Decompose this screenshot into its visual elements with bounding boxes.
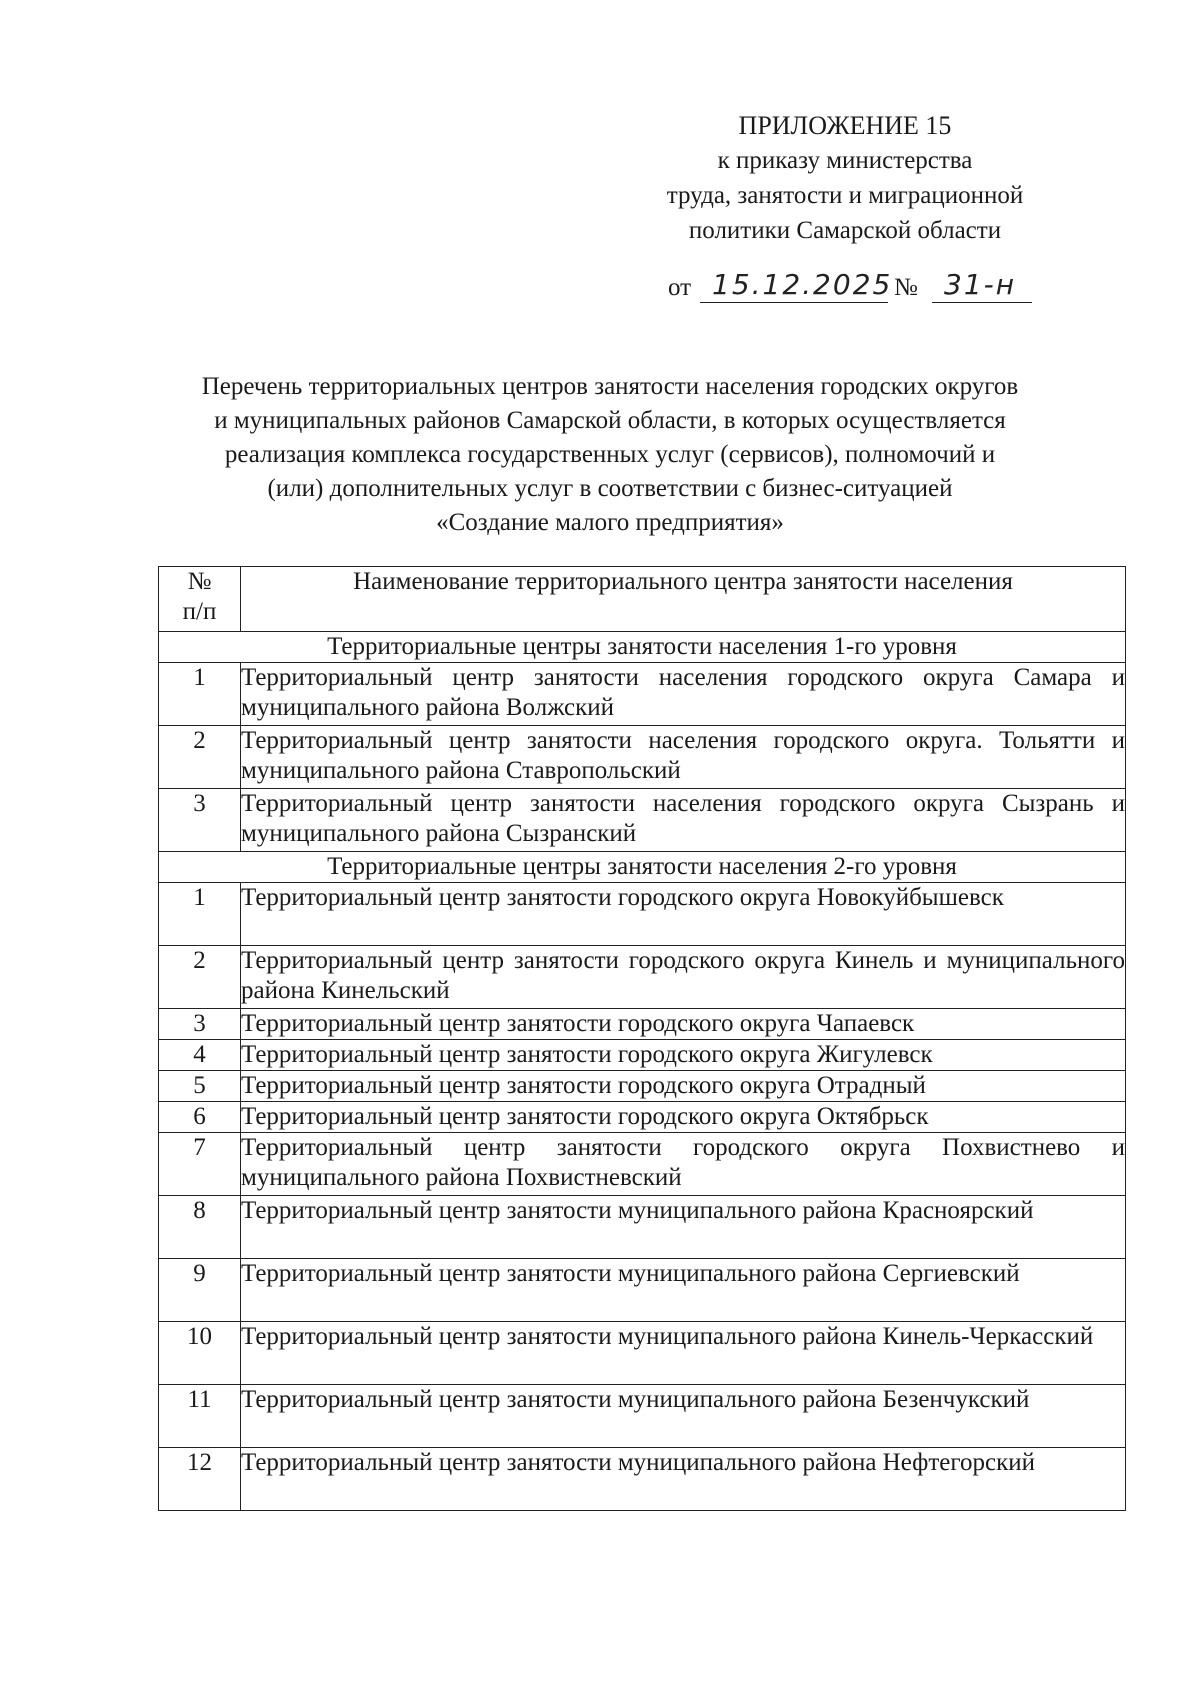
row-number: 11 xyxy=(159,1385,241,1448)
row-number: 4 xyxy=(159,1040,241,1071)
row-number: 5 xyxy=(159,1071,241,1102)
table-row xyxy=(159,789,1126,852)
appendix-block xyxy=(620,108,1070,248)
row-number: 2 xyxy=(159,946,241,1009)
order-number-label: № xyxy=(894,274,918,301)
row-name: Территориальный центр занятости муниципального района Безенчукский xyxy=(241,1385,1126,1448)
heading-line: и муниципальных районов Самарской области, в которых осуществляется xyxy=(214,407,1006,434)
row-name: Территориальный центр занятости муниципального района Красноярский xyxy=(241,1196,1126,1259)
appendix-title: ПРИЛОЖЕНИЕ 15 xyxy=(738,111,952,140)
table-row xyxy=(159,1102,1126,1133)
table-row xyxy=(159,1009,1126,1040)
row-number: 8 xyxy=(159,1196,241,1259)
row-name: Территориальный центр занятости муниципального района Сергиевский xyxy=(241,1259,1126,1322)
order-number: 31-н xyxy=(944,268,1017,301)
appendix-line: к приказу министерства xyxy=(717,147,973,174)
document-heading xyxy=(140,370,1080,540)
table-row xyxy=(159,1385,1126,1448)
employment-centers-table xyxy=(158,566,1126,1511)
row-number: 1 xyxy=(159,883,241,946)
section-row-level1 xyxy=(159,632,1126,663)
row-name: Территориальный центр занятости населения городского округа. Тольятти и муниципального района Ставропольский xyxy=(241,726,1126,789)
header-name-cell: Наименование территориального центра занятости населения xyxy=(241,567,1126,632)
order-date: 15.12.2025 xyxy=(712,268,893,301)
heading-line: (или) дополнительных услуг в соответствии с бизнес-ситуацией xyxy=(267,475,953,502)
row-number: 9 xyxy=(159,1259,241,1322)
row-name: Территориальный центр занятости городского округа Отрадный xyxy=(241,1071,1126,1102)
table-row xyxy=(159,1133,1126,1196)
table-row xyxy=(159,1071,1126,1102)
table-header-row xyxy=(159,567,1126,632)
order-reference xyxy=(668,268,1048,308)
row-name: Территориальный центр занятости городского округа Чапаевск xyxy=(241,1009,1126,1040)
row-number: 6 xyxy=(159,1102,241,1133)
header-number-symbol: № xyxy=(187,568,212,595)
table-row xyxy=(159,1322,1126,1385)
row-name: Территориальный центр занятости городского округа Октябрьск xyxy=(241,1102,1126,1133)
table-row xyxy=(159,946,1126,1009)
table-row xyxy=(159,883,1126,946)
section-title: Территориальные центры занятости населения 1-го уровня xyxy=(159,632,1126,663)
row-number: 12 xyxy=(159,1448,241,1511)
appendix-line: политики Самарской области xyxy=(688,217,1002,244)
header-number-cell xyxy=(159,567,241,632)
appendix-line: труда, занятости и миграционной xyxy=(666,182,1024,209)
section-row-level2 xyxy=(159,852,1126,883)
row-name: Территориальный центр занятости муниципального района Кинель-Черкасский xyxy=(241,1322,1126,1385)
heading-line: реализация комплекса государственных услуг (сервисов), полномочий и xyxy=(224,441,996,468)
order-from-label: от xyxy=(668,274,692,301)
heading-line: «Создание малого предприятия» xyxy=(436,509,784,536)
row-number: 7 xyxy=(159,1133,241,1196)
table-row xyxy=(159,726,1126,789)
table-row xyxy=(159,1196,1126,1259)
table-row xyxy=(159,663,1126,726)
row-number: 1 xyxy=(159,663,241,726)
table-row xyxy=(159,1448,1126,1511)
row-name: Территориальный центр занятости городского округа Новокуйбышевск xyxy=(241,883,1126,946)
row-name: Территориальный центр занятости городского округа Жигулевск xyxy=(241,1040,1126,1071)
row-name: Территориальный центр занятости населения городского округа Самара и муниципального района Волжский xyxy=(241,663,1126,726)
row-name: Территориальный центр занятости городского округа Кинель и муниципального района Кинельский xyxy=(241,946,1126,1009)
row-number: 3 xyxy=(159,789,241,852)
table-row xyxy=(159,1040,1126,1071)
row-number: 3 xyxy=(159,1009,241,1040)
row-number: 10 xyxy=(159,1322,241,1385)
row-number: 2 xyxy=(159,726,241,789)
number-underline xyxy=(932,302,1032,303)
heading-line: Перечень территориальных центров занятости населения городских округов xyxy=(201,373,1019,400)
row-name: Территориальный центр занятости муниципального района Нефтегорский xyxy=(241,1448,1126,1511)
section-title: Территориальные центры занятости населения 2-го уровня xyxy=(159,852,1126,883)
row-name: Территориальный центр занятости населения городского округа Сызрань и муниципального района Сызранский xyxy=(241,789,1126,852)
row-name: Территориальный центр занятости городского округа Похвистнево и муниципального района Похвистневский xyxy=(241,1133,1126,1196)
header-number-abbr: п/п xyxy=(182,598,217,625)
table-row xyxy=(159,1259,1126,1322)
date-underline xyxy=(700,302,888,303)
